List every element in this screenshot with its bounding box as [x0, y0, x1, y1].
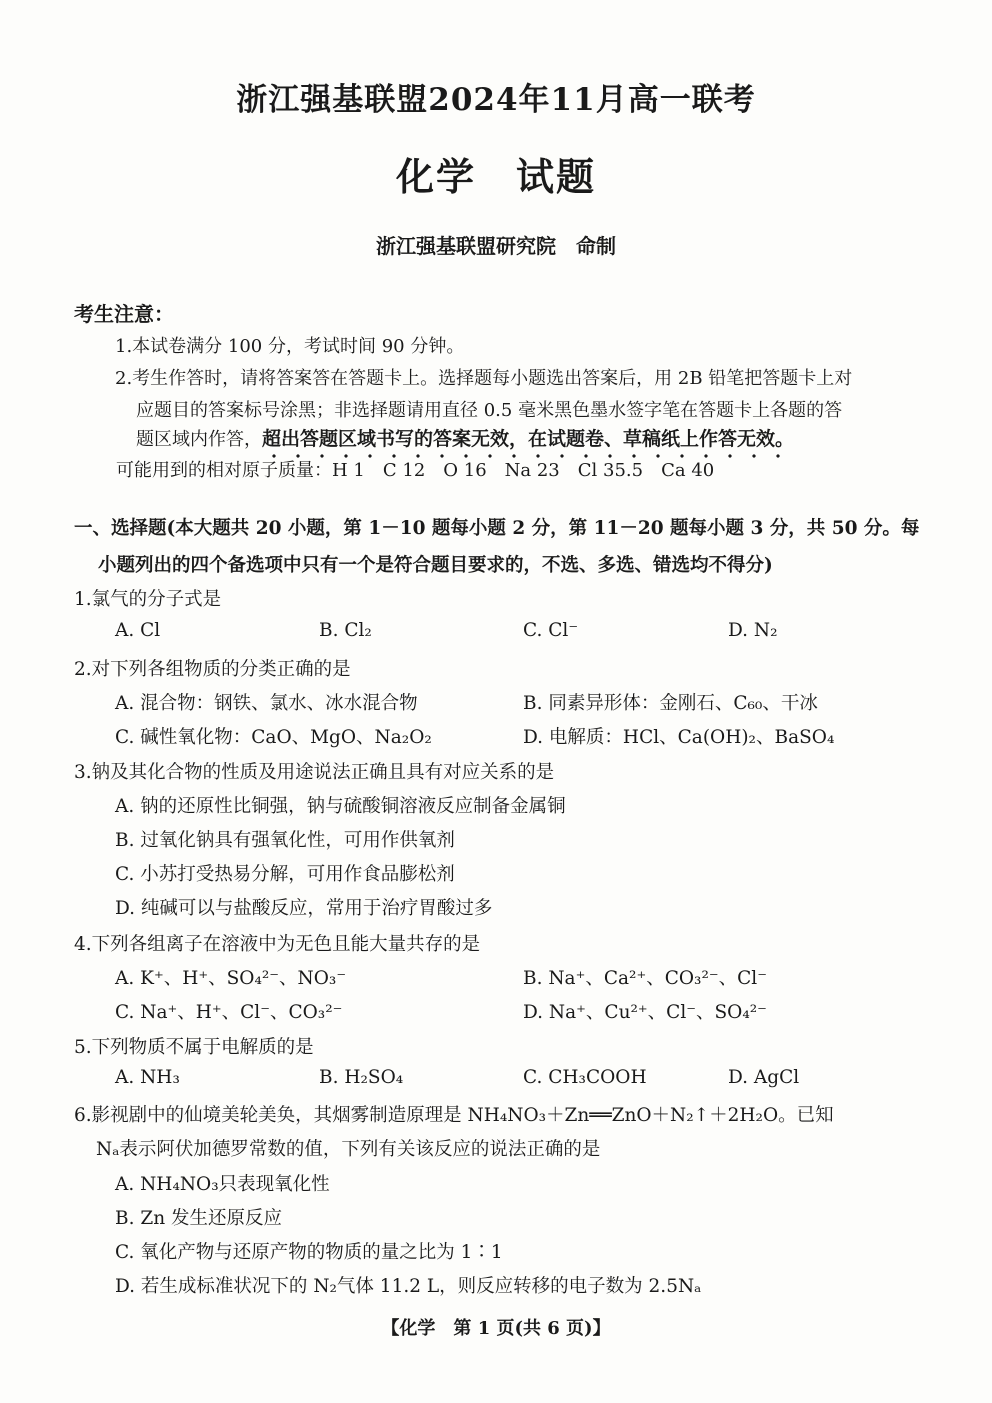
atomic-masses: 可能用到的相对原子质量：H 1 C 12 O 16 Na 23 Cl 35.5 Ca 40	[116, 460, 715, 481]
notice-item-2-line1: 2.考生作答时，请将答案答在答题卡上。选择题每小题选出答案后，用 2B 铅笔把答题卡上对	[115, 368, 853, 389]
question-4-option-d: D. Na⁺、Cu²⁺、Cl⁻、SO₄²⁻	[523, 1002, 767, 1023]
question-6-option-a: A. NH₄NO₃只表现氧化性	[115, 1174, 330, 1195]
notice-item-2-line3-normal: 题区域内作答，	[136, 429, 262, 450]
section-heading-line1: 一、选择题(本大题共 20 小题，第 1－10 题每小题 2 分，第 11－20 题每小题 3 分，共 50 分。每	[74, 518, 920, 539]
question-4-option-b: B. Na⁺、Ca²⁺、CO₃²⁻、Cl⁻	[523, 968, 767, 989]
question-6-stem-line2: Nₐ表示阿伏加德罗常数的值，下列有关该反应的说法正确的是	[96, 1139, 601, 1160]
notice-heading: 考生注意：	[74, 302, 174, 326]
question-6-stem-line1: 6.影视剧中的仙境美轮美奂，其烟雾制造原理是 NH₄NO₃＋Zn══ZnO＋N₂↑＋2H₂O。已知	[74, 1105, 834, 1126]
subject-title: 化学 试题	[395, 154, 596, 199]
question-2-option-b: B. 同素异形体：金刚石、C₆₀、干冰	[523, 693, 818, 714]
question-6-option-c: C. 氧化产物与还原产物的物质的量之比为 1∶1	[115, 1242, 503, 1263]
notice-emphasis: 超出答题区域书写的答案无效，在试题卷、草稿纸上作答无效。	[262, 428, 794, 460]
question-2-option-a: A. 混合物：钢铁、氯水、冰水混合物	[115, 693, 418, 714]
notice-item-2-line2: 应题目的答案标号涂黑；非选择题请用直径 0.5 毫米黑色墨水签字笔在答题卡上各题的答	[136, 400, 843, 421]
question-1-option-a: A. Cl	[115, 620, 161, 641]
question-1-option-c: C. Cl⁻	[523, 620, 579, 641]
publisher: 浙江强基联盟研究院 命制	[376, 234, 616, 258]
question-3-option-c: C. 小苏打受热易分解，可用作食品膨松剂	[115, 864, 455, 885]
section-heading-line2: 小题列出的四个备选项中只有一个是符合题目要求的，不选、多选、错选均不得分)	[98, 555, 773, 576]
question-5-option-d: D. AgCl	[728, 1067, 800, 1088]
question-6-option-b: B. Zn 发生还原反应	[115, 1208, 283, 1229]
question-5-option-c: C. CH₃COOH	[523, 1067, 647, 1088]
question-5-option-b: B. H₂SO₄	[319, 1067, 404, 1088]
question-3-option-a: A. 钠的还原性比铜强，钠与硫酸铜溶液反应制备金属铜	[115, 796, 566, 817]
exam-title: 浙江强基联盟2024年11月高一联考	[236, 82, 756, 118]
notice-item-2-line3	[136, 424, 794, 451]
question-4-stem: 4.下列各组离子在溶液中为无色且能大量共存的是	[74, 934, 481, 955]
question-5-option-a: A. NH₃	[115, 1067, 180, 1088]
notice-item-1: 1.本试卷满分 100 分，考试时间 90 分钟。	[115, 336, 465, 357]
question-2-option-d: D. 电解质：HCl、Ca(OH)₂、BaSO₄	[523, 727, 835, 748]
question-3-option-d: D. 纯碱可以与盐酸反应，常用于治疗胃酸过多	[115, 898, 493, 919]
question-1-option-d: D. N₂	[728, 620, 778, 641]
question-3-stem: 3.钠及其化合物的性质及用途说法正确且具有对应关系的是	[74, 762, 555, 783]
question-4-option-c: C. Na⁺、H⁺、Cl⁻、CO₃²⁻	[115, 1002, 343, 1023]
question-1-option-b: B. Cl₂	[319, 620, 372, 641]
question-1-stem: 1.氯气的分子式是	[74, 589, 222, 610]
question-6-option-d: D. 若生成标准状况下的 N₂气体 11.2 L，则反应转移的电子数为 2.5Nₐ	[115, 1276, 702, 1297]
question-4-option-a: A. K⁺、H⁺、SO₄²⁻、NO₃⁻	[115, 968, 347, 989]
question-3-option-b: B. 过氧化钠具有强氧化性，可用作供氧剂	[115, 830, 455, 851]
question-5-stem: 5.下列物质不属于电解质的是	[74, 1037, 314, 1058]
question-2-option-c: C. 碱性氧化物：CaO、MgO、Na₂O₂	[115, 727, 432, 748]
question-2-stem: 2.对下列各组物质的分类正确的是	[74, 659, 351, 680]
page-footer: 【化学 第 1 页(共 6 页)】	[381, 1318, 611, 1339]
